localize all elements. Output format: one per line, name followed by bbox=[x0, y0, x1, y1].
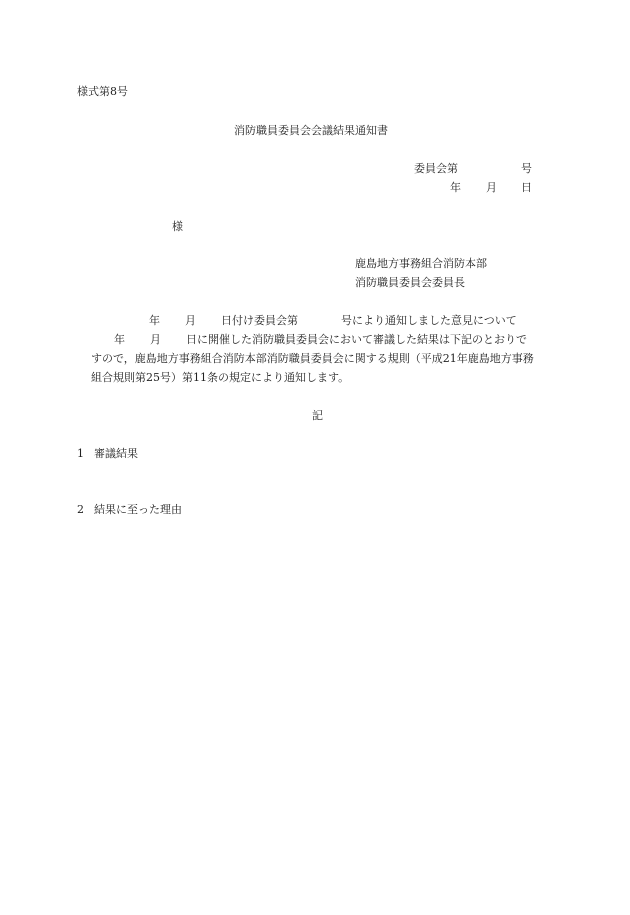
record-mark: 記 bbox=[312, 409, 323, 422]
addressee-honorific: 様 bbox=[172, 220, 183, 233]
reference-number-label: 委員会第 bbox=[414, 162, 458, 175]
item-2-number: 2 bbox=[77, 503, 84, 516]
sender-organization: 鹿島地方事務組合消防本部 bbox=[355, 257, 487, 270]
item-1-label: 審議結果 bbox=[94, 447, 138, 460]
body-line-2-month: 月 bbox=[150, 333, 161, 346]
item-1 bbox=[77, 447, 138, 461]
body-line-3: すので，鹿島地方事務組合消防本部消防職員委員会に関する規則（平成21年鹿島地方事務 bbox=[91, 352, 534, 365]
body-line-1-year: 年 bbox=[149, 314, 160, 327]
body-line-4: 組合規則第25号）第11条の規定により通知します。 bbox=[91, 371, 350, 384]
document-title: 消防職員委員会会議結果通知書 bbox=[234, 124, 388, 137]
sender-title: 消防職員委員会委員長 bbox=[355, 276, 465, 289]
body-line-1-dated: 日付け委員会第 bbox=[221, 314, 298, 327]
date-day: 日 bbox=[521, 181, 532, 194]
date-month: 月 bbox=[486, 181, 497, 194]
body-line-2-year: 年 bbox=[114, 333, 125, 346]
body-line-1-rest: 号により通知しました意見について bbox=[341, 314, 517, 327]
body-line-1-month: 月 bbox=[185, 314, 196, 327]
body-line-2-rest: 日に開催した消防職員委員会において審議した結果は下記のとおりで bbox=[186, 333, 527, 346]
body-line-1 bbox=[0, 314, 630, 330]
reference-number-suffix: 号 bbox=[521, 162, 532, 175]
date-year: 年 bbox=[450, 181, 461, 194]
body-line-2 bbox=[0, 333, 630, 349]
item-1-number: 1 bbox=[77, 447, 84, 460]
item-2-label: 結果に至った理由 bbox=[94, 503, 182, 516]
form-number: 様式第8号 bbox=[77, 85, 128, 98]
item-2 bbox=[77, 503, 182, 517]
